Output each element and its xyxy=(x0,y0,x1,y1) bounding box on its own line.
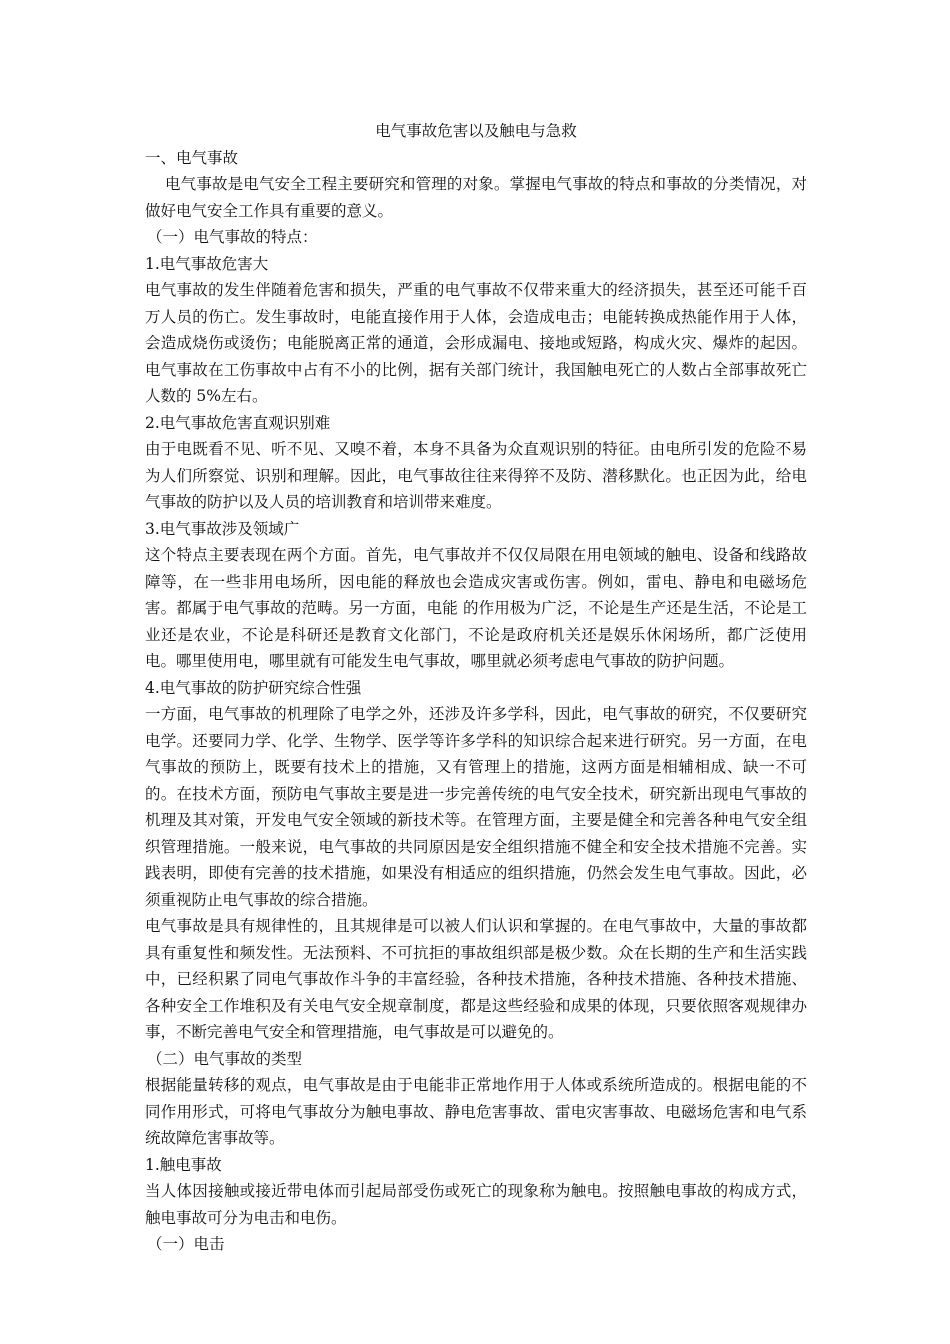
item-heading: 1.触电事故 xyxy=(145,1155,222,1174)
item-heading: 2.电气事故危害直观识别难 xyxy=(145,413,331,432)
paragraph: 这个特点主要表现在两个方面。首先，电气事故并不仅仅局限在用电领域的触电、设备和线路故障等，在一些非用电场所，因电能的释放也会造成灾害或伤害。例如，雷电、静电和电磁场危害。都属于电气事故的范畴。另一方面，电能 的作用极为广泛，不论是生产还是生活，不论是工业还是农业，不论是科研还是教育文化部门，不论是政府机关还是娱乐休闲场所，都广泛使用电。哪里使用电，哪里就有可能发生电气事故，哪里就必须考虑电气事故的防护问题。 xyxy=(145,546,807,670)
item-heading: 4.电气事故的防护研究综合性强 xyxy=(145,678,362,697)
paragraph: 电气事故是电气安全工程主要研究和管理的对象。掌握电气事故的特点和事故的分类情况，对做好电气安全工作具有重要的意义。 xyxy=(145,175,807,220)
paragraph: 根据能量转移的观点，电气事故是由于电能非正常地作用于人体或系统所造成的。根据电能的不同作用形式，可将电气事故分为触电事故、静电危害事故、雷电灾害事故、电磁场危害和电气系统故障危害事故等。 xyxy=(145,1076,807,1147)
paragraph: 电气事故的发生伴随着危害和损失，严重的电气事故不仅带来重大的经济损失，甚至还可能千百万人员的伤亡。发生事故时，电能直接作用于人体，会造成电击；电能转换成热能作用于人体，会造成烧伤或烫伤；电能脱离正常的通道，会形成漏电、接地或短路，构成火灾、爆炸的起因。电气事故在工伤事故中占有不小的比例，据有关部门统计，我国触电死亡的人数占全部事故死亡人数的 5%左右。 xyxy=(145,281,807,405)
document-body xyxy=(145,118,807,1258)
paragraph: 由于电既看不见、听不见、又嗅不着，本身不具备为众直观识别的特征。由电所引发的危险不易为人们所察觉、识别和理解。因此，电气事故往往来得猝不及防、潜移默化。也正因为此，给电气事故的防护以及人员的培训教育和培训带来难度。 xyxy=(145,440,807,511)
paragraph: 当人体因接触或接近带电体而引起局部受伤或死亡的现象称为触电。按照触电事故的构成方式，触电事故可分为电击和电伤。 xyxy=(145,1182,807,1227)
paragraph: 电气事故是具有规律性的，且其规律是可以被人们认识和掌握的。在电气事故中，大量的事故都具有重复性和频发性。无法预料、不可抗拒的事故组织部是极少数。众在长期的生产和生活实践中，已经积累了同电气事故作斗争的丰富经验，各种技术措施，各种技术措施、各种技术措施、各种安全工作堆积及有关电气安全规章制度，都是这些经验和成果的体现，只要依照客观规律办事，不断完善电气安全和管理措施，电气事故是可以避免的。 xyxy=(145,917,807,1041)
section-heading: 一、电气事故 xyxy=(145,148,239,167)
document-title: 电气事故危害以及触电与急救 xyxy=(375,122,577,140)
item-heading: 3.电气事故涉及领域广 xyxy=(145,519,300,538)
paragraph: 一方面，电气事故的机理除了电学之外，还涉及许多学科，因此，电气事故的研究，不仅要研究电学。还要同力学、化学、生物学、医学等许多学科的知识综合起来进行研究。另一方面，在电气事故的预防上，既要有技术上的措施，又有管理上的措施，这两方面是相辅相成、缺一不可的。在技术方面，预防电气事故主要是进一步完善传统的电气安全技术，研究新出现电气事故的机理及其对策，开发电气安全领域的新技术等。在管理方面，主要是健全和完善各种电气安全组织管理措施。一般来说，电气事故的共同原因是安全组织措施不健全和安全技术措施不完善。实践表明，即使有完善的技术措施，如果没有相适应的组织措施，仍然会发生电气事故。因此，必须重视防止电气事故的综合措施。 xyxy=(145,705,807,909)
subsection-heading: （一）电气事故的特点： xyxy=(147,228,318,246)
subsection-heading: （二）电气事故的类型 xyxy=(147,1049,303,1068)
subsection-heading: （一）电击 xyxy=(147,1235,225,1253)
item-heading: 1.电气事故危害大 xyxy=(145,254,269,273)
